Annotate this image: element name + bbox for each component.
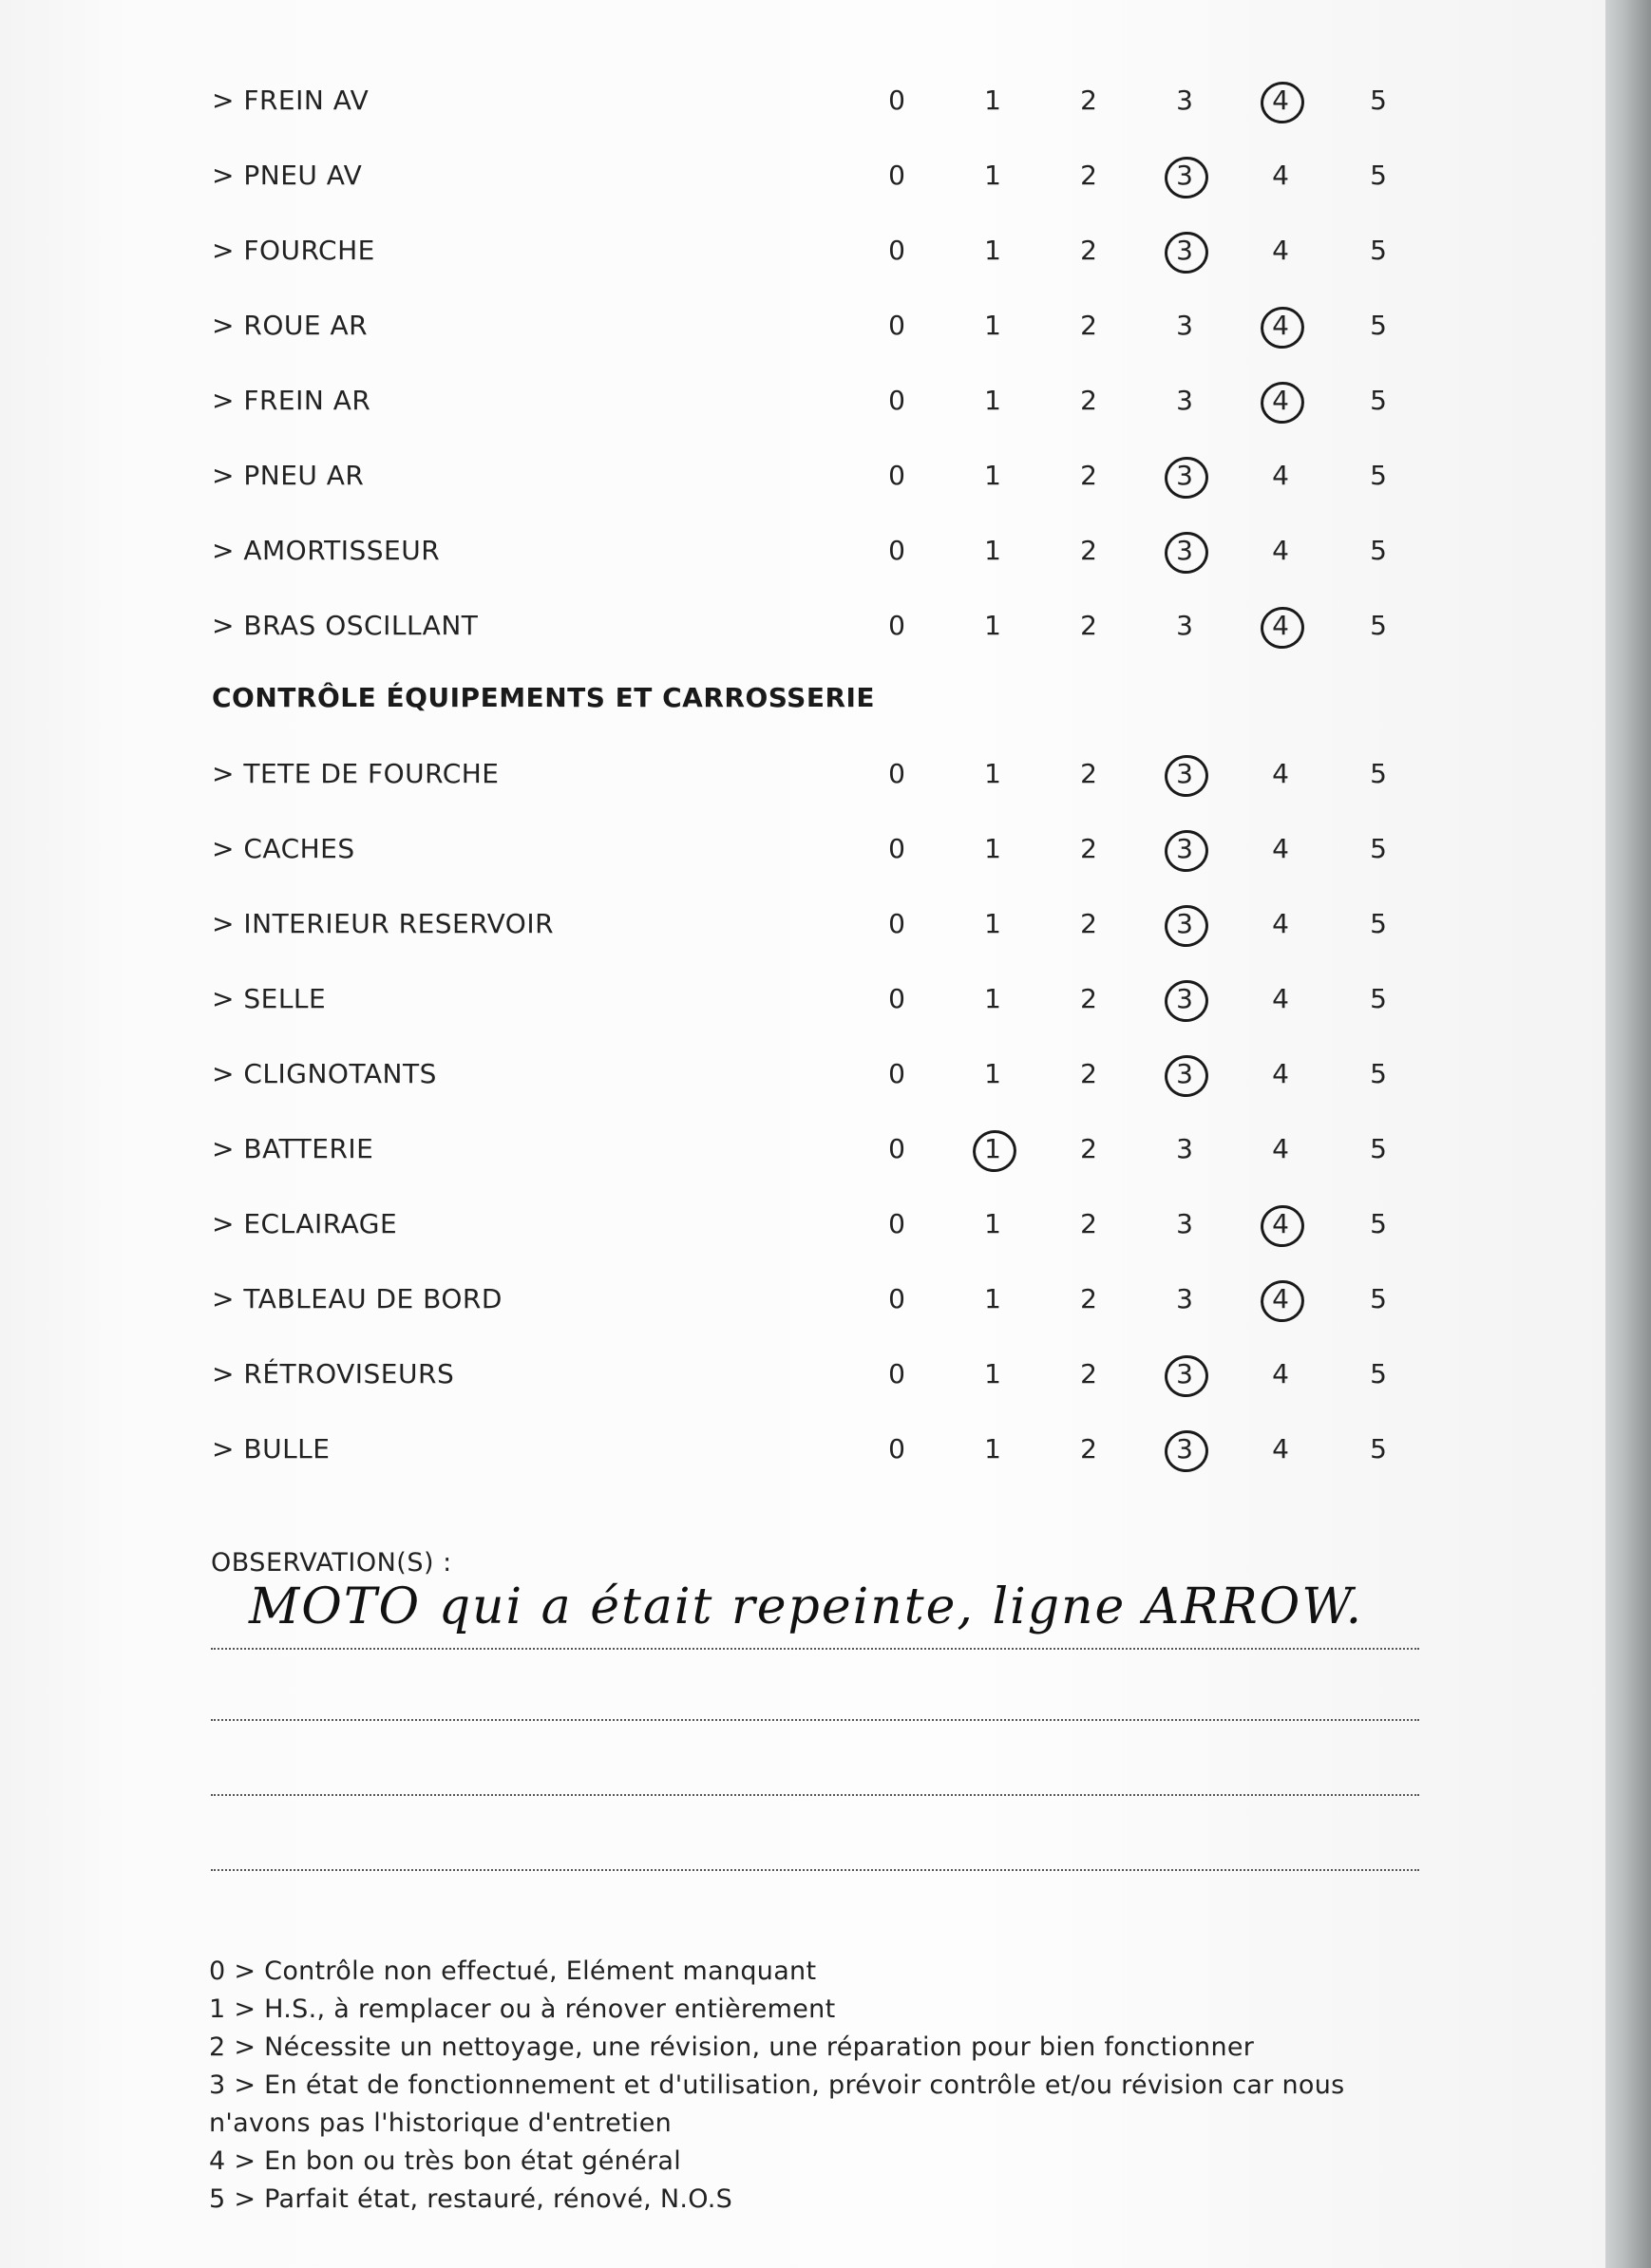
score-option[interactable]: 1 xyxy=(984,983,1001,1014)
score-option[interactable]: 5 xyxy=(1370,535,1387,566)
checklist-row xyxy=(0,830,1615,868)
score-option[interactable]: 4 xyxy=(1272,535,1289,566)
score-option[interactable]: 0 xyxy=(888,310,905,341)
score-option[interactable]: 1 xyxy=(984,385,1001,416)
score-option[interactable]: 2 xyxy=(1080,1133,1097,1164)
score-option[interactable]: 0 xyxy=(888,983,905,1014)
checklist-item-label: > BULLE xyxy=(212,1433,331,1465)
score-option-circled[interactable]: 3 xyxy=(1164,1430,1205,1468)
handwritten-observation: MOTO qui a était repeinte, ligne ARROW. xyxy=(249,1578,1364,1635)
score-option[interactable]: 0 xyxy=(888,610,905,641)
score-option[interactable]: 3 xyxy=(1176,310,1193,341)
score-option[interactable]: 2 xyxy=(1080,535,1097,566)
score-option[interactable]: 2 xyxy=(1080,1358,1097,1389)
legend-line: n'avons pas l'historique d'entretien xyxy=(209,2108,673,2138)
score-option[interactable]: 3 xyxy=(1176,385,1193,416)
score-option-circled[interactable]: 3 xyxy=(1164,232,1205,270)
checklist-item-label: > FREIN AV xyxy=(212,85,370,116)
checklist-item-label: > PNEU AR xyxy=(212,460,365,491)
score-option[interactable]: 1 xyxy=(984,758,1001,789)
score-option[interactable]: 3 xyxy=(1176,610,1193,641)
score-option[interactable]: 4 xyxy=(1272,160,1289,191)
section-title-equipment: CONTRÔLE ÉQUIPEMENTS ET CARROSSERIE xyxy=(212,682,876,713)
score-option[interactable]: 1 xyxy=(984,1208,1001,1239)
score-option[interactable]: 2 xyxy=(1080,85,1097,116)
score-option[interactable]: 3 xyxy=(1176,1283,1193,1314)
score-option[interactable]: 5 xyxy=(1370,610,1387,641)
score-option-circled[interactable]: 4 xyxy=(1260,1280,1301,1318)
checklist-row xyxy=(0,1130,1615,1168)
score-option[interactable]: 4 xyxy=(1272,833,1289,864)
checklist-row xyxy=(0,457,1615,495)
score-option[interactable]: 1 xyxy=(984,1058,1001,1089)
score-option[interactable]: 0 xyxy=(888,1208,905,1239)
score-option[interactable]: 5 xyxy=(1370,1058,1387,1089)
score-option[interactable]: 4 xyxy=(1272,1058,1289,1089)
checklist-row xyxy=(0,382,1615,420)
checklist-item-label: > TABLEAU DE BORD xyxy=(212,1283,503,1314)
score-option[interactable]: 5 xyxy=(1370,310,1387,341)
checklist-row xyxy=(0,905,1615,943)
score-option[interactable]: 2 xyxy=(1080,908,1097,939)
score-option[interactable]: 1 xyxy=(984,908,1001,939)
score-option[interactable]: 4 xyxy=(1272,983,1289,1014)
score-option[interactable]: 0 xyxy=(888,85,905,116)
score-option[interactable]: 4 xyxy=(1272,1133,1289,1164)
checklist-row xyxy=(0,1205,1615,1243)
score-option[interactable]: 2 xyxy=(1080,460,1097,491)
score-option[interactable]: 0 xyxy=(888,1133,905,1164)
score-option[interactable]: 1 xyxy=(984,1283,1001,1314)
checklist-row xyxy=(0,980,1615,1018)
score-option[interactable]: 0 xyxy=(888,385,905,416)
score-option[interactable]: 4 xyxy=(1272,235,1289,266)
score-option[interactable]: 5 xyxy=(1370,235,1387,266)
score-option[interactable]: 2 xyxy=(1080,833,1097,864)
score-option[interactable]: 5 xyxy=(1370,758,1387,789)
legend-line: 4 > En bon ou très bon état général xyxy=(209,2146,682,2176)
score-option-circled[interactable]: 3 xyxy=(1164,1055,1205,1093)
checklist-row xyxy=(0,1430,1615,1468)
score-option-circled[interactable]: 4 xyxy=(1260,82,1301,120)
checklist-item-label: > CLIGNOTANTS xyxy=(212,1058,437,1089)
score-option[interactable]: 2 xyxy=(1080,983,1097,1014)
score-option[interactable]: 0 xyxy=(888,1058,905,1089)
score-option-circled[interactable]: 3 xyxy=(1164,157,1205,195)
checklist-item-label: > AMORTISSEUR xyxy=(212,535,441,566)
checklist-item-label: > TETE DE FOURCHE xyxy=(212,758,500,789)
score-option[interactable]: 4 xyxy=(1272,1358,1289,1389)
score-option-circled[interactable]: 4 xyxy=(1260,307,1301,345)
plastic-sleeve-edge xyxy=(1605,0,1651,2268)
score-option[interactable]: 5 xyxy=(1370,983,1387,1014)
score-option[interactable]: 1 xyxy=(984,610,1001,641)
checklist-item-label: > FREIN AR xyxy=(212,385,371,416)
score-option[interactable]: 3 xyxy=(1176,1133,1193,1164)
score-option[interactable]: 2 xyxy=(1080,310,1097,341)
score-option[interactable]: 1 xyxy=(984,235,1001,266)
score-option-circled[interactable]: 4 xyxy=(1260,382,1301,420)
score-option[interactable]: 2 xyxy=(1080,1283,1097,1314)
score-option[interactable]: 2 xyxy=(1080,385,1097,416)
checklist-row xyxy=(0,1055,1615,1093)
legend-line: 5 > Parfait état, restauré, rénové, N.O.S xyxy=(209,2184,733,2214)
checklist-item-label: > CACHES xyxy=(212,833,355,864)
observation-line xyxy=(211,1869,1419,1871)
score-option[interactable]: 1 xyxy=(984,310,1001,341)
legend-line: 3 > En état de fonctionnement et d'utilisation, prévoir contrôle et/ou révision car nous xyxy=(209,2070,1345,2100)
checklist-row xyxy=(0,1280,1615,1318)
checklist-item-label: > BATTERIE xyxy=(212,1133,374,1164)
score-option[interactable]: 1 xyxy=(984,1358,1001,1389)
score-option[interactable]: 5 xyxy=(1370,1208,1387,1239)
score-option[interactable]: 5 xyxy=(1370,160,1387,191)
checklist-row xyxy=(0,82,1615,120)
score-option-circled[interactable]: 3 xyxy=(1164,830,1205,868)
score-option[interactable]: 1 xyxy=(984,1433,1001,1465)
checklist-item-label: > ECLAIRAGE xyxy=(212,1208,398,1239)
score-option-circled[interactable]: 1 xyxy=(972,1130,1014,1168)
score-option[interactable]: 0 xyxy=(888,1358,905,1389)
score-option[interactable]: 4 xyxy=(1272,460,1289,491)
score-option[interactable]: 4 xyxy=(1272,758,1289,789)
score-option-circled[interactable]: 3 xyxy=(1164,457,1205,495)
checklist-item-label: > BRAS OSCILLANT xyxy=(212,610,479,641)
legend-line: 0 > Contrôle non effectué, Elément manquant xyxy=(209,1956,817,1986)
score-option[interactable]: 5 xyxy=(1370,1433,1387,1465)
score-option-circled[interactable]: 3 xyxy=(1164,905,1205,943)
score-option[interactable]: 5 xyxy=(1370,1133,1387,1164)
scoring-legend xyxy=(209,1953,1406,2219)
score-option[interactable]: 2 xyxy=(1080,1058,1097,1089)
score-option[interactable]: 5 xyxy=(1370,1283,1387,1314)
score-option[interactable]: 1 xyxy=(984,833,1001,864)
score-option[interactable]: 3 xyxy=(1176,1208,1193,1239)
score-option[interactable]: 5 xyxy=(1370,385,1387,416)
checklist-row xyxy=(0,157,1615,195)
observation-line xyxy=(211,1648,1419,1650)
score-option-circled[interactable]: 3 xyxy=(1164,532,1205,570)
score-option[interactable]: 2 xyxy=(1080,235,1097,266)
checklist-row xyxy=(0,1355,1615,1393)
score-option[interactable]: 5 xyxy=(1370,833,1387,864)
score-option[interactable]: 0 xyxy=(888,235,905,266)
checklist-item-label: > PNEU AV xyxy=(212,160,363,191)
checklist-item-label: > INTERIEUR RESERVOIR xyxy=(212,908,555,939)
observation-line xyxy=(211,1719,1419,1721)
checklist-item-label: > FOURCHE xyxy=(212,235,375,266)
score-option-circled[interactable]: 4 xyxy=(1260,607,1301,645)
score-option[interactable]: 2 xyxy=(1080,1208,1097,1239)
checklist-row xyxy=(0,532,1615,570)
score-option[interactable]: 2 xyxy=(1080,610,1097,641)
checklist-row xyxy=(0,232,1615,270)
checklist-item-label: > RÉTROVISEURS xyxy=(212,1358,455,1389)
score-option[interactable]: 3 xyxy=(1176,85,1193,116)
score-option[interactable]: 4 xyxy=(1272,1433,1289,1465)
score-option[interactable]: 5 xyxy=(1370,1358,1387,1389)
score-option[interactable]: 2 xyxy=(1080,160,1097,191)
score-option[interactable]: 0 xyxy=(888,908,905,939)
checklist-row xyxy=(0,607,1615,645)
checklist-row xyxy=(0,755,1615,793)
score-option[interactable]: 1 xyxy=(984,535,1001,566)
score-option[interactable]: 0 xyxy=(888,1433,905,1465)
score-option[interactable]: 1 xyxy=(984,85,1001,116)
score-option[interactable]: 0 xyxy=(888,460,905,491)
observations-title: OBSERVATION(S) : xyxy=(211,1548,452,1578)
score-option-circled[interactable]: 3 xyxy=(1164,980,1205,1018)
score-option[interactable]: 0 xyxy=(888,833,905,864)
score-option[interactable]: 1 xyxy=(984,460,1001,491)
score-option[interactable]: 5 xyxy=(1370,85,1387,116)
score-option-circled[interactable]: 3 xyxy=(1164,755,1205,793)
score-option[interactable]: 2 xyxy=(1080,758,1097,789)
score-option[interactable]: 0 xyxy=(888,535,905,566)
score-option[interactable]: 5 xyxy=(1370,908,1387,939)
score-option[interactable]: 2 xyxy=(1080,1433,1097,1465)
checklist-item-label: > ROUE AR xyxy=(212,310,369,341)
legend-line: 2 > Nécessite un nettoyage, une révision, une réparation pour bien fonctionner xyxy=(209,2032,1255,2062)
score-option[interactable]: 1 xyxy=(984,160,1001,191)
legend-line: 1 > H.S., à remplacer ou à rénover entièrement xyxy=(209,1994,836,2024)
score-option-circled[interactable]: 3 xyxy=(1164,1355,1205,1393)
observation-line xyxy=(211,1794,1419,1796)
checklist-item-label: > SELLE xyxy=(212,983,327,1014)
score-option[interactable]: 0 xyxy=(888,1283,905,1314)
score-option[interactable]: 0 xyxy=(888,160,905,191)
score-option[interactable]: 4 xyxy=(1272,908,1289,939)
score-option-circled[interactable]: 4 xyxy=(1260,1205,1301,1243)
score-option[interactable]: 5 xyxy=(1370,460,1387,491)
score-option[interactable]: 0 xyxy=(888,758,905,789)
checklist-row xyxy=(0,307,1615,345)
